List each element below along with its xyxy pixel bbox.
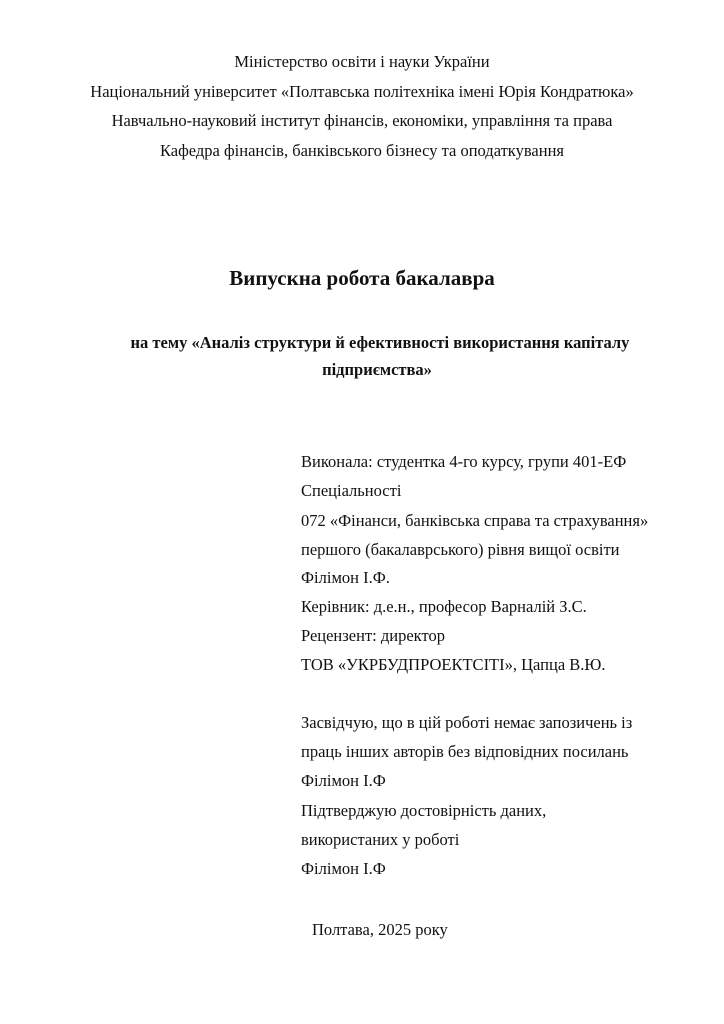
declaration-line: Засвідчую, що в цій роботі немає запозичень із	[301, 713, 633, 732]
university-line: Національний університет «Полтавська політехніка імені Юрія Кондратюка»	[90, 82, 634, 101]
place-and-year: Полтава, 2025 року	[312, 920, 448, 939]
topic-line-2: підприємства»	[322, 360, 432, 379]
author-line: Керівник: д.е.н., професор Варналій З.С.	[301, 597, 587, 616]
author-line: Виконала: студентка 4-го курсу, групи 401-ЕФ	[301, 452, 627, 471]
declaration-line: Підтверджую достовірність даних,	[301, 801, 547, 820]
declaration-line: Філімон І.Ф	[301, 859, 386, 878]
declaration-line: праць інших авторів без відповідних посилань	[301, 742, 629, 761]
institute-line: Навчально-науковий інститут фінансів, економіки, управління та права	[111, 111, 613, 130]
declaration-line: Філімон І.Ф	[301, 771, 386, 790]
author-line: ТОВ «УКРБУДПРОЕКТСІТІ», Цапца В.Ю.	[301, 655, 606, 674]
author-line: 072 «Фінанси, банківська справа та страхування»	[301, 511, 649, 530]
author-line: Рецензент: директор	[301, 626, 445, 645]
ministry-line: Міністерство освіти і науки України	[234, 52, 490, 71]
department-line: Кафедра фінансів, банківського бізнесу та оподаткування	[159, 141, 564, 160]
declaration-line: використаних у роботі	[301, 830, 460, 849]
document-title: Випускна робота бакалавра	[229, 266, 495, 290]
topic-line-1: на тему «Аналіз структури й ефективності використання капіталу	[130, 333, 630, 352]
author-line: Спеціальності	[301, 481, 402, 500]
author-line: Філімон І.Ф.	[301, 568, 390, 587]
author-line: першого (бакалаврського) рівня вищої освіти	[301, 540, 620, 559]
